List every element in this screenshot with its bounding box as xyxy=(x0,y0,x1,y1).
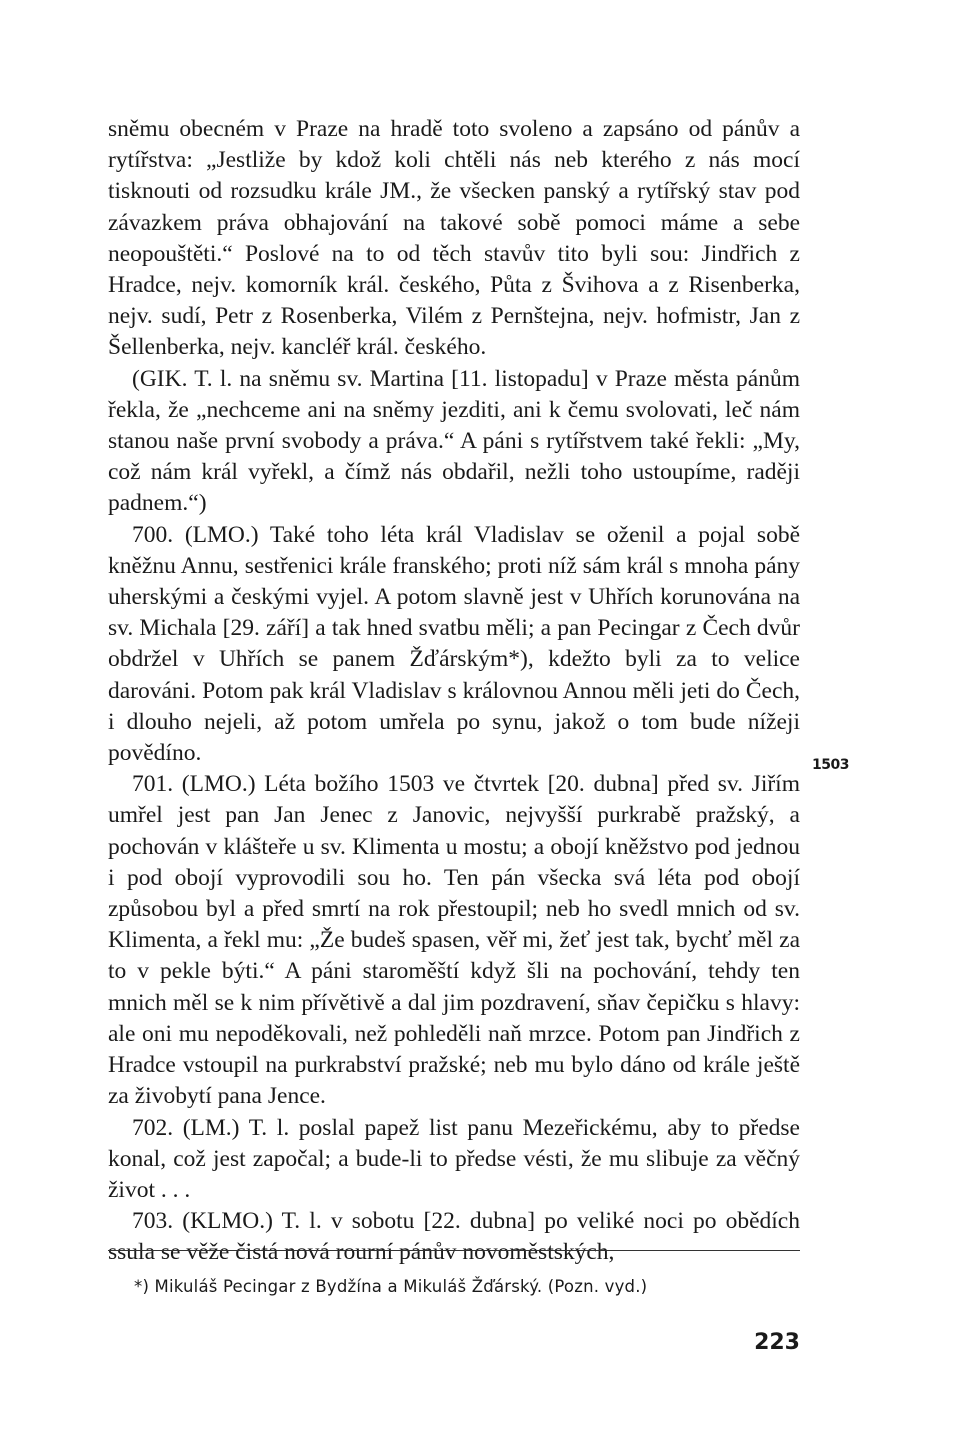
margin-year-note: 1503 xyxy=(812,757,849,773)
body-text xyxy=(108,114,800,1269)
paragraph-702: 702. (LM.) T. l. poslal papež list panu Mezeřickému, aby to předse konal, což jest započal; a bude-li to předse vésti, že mu slibuje za věčný život . . . xyxy=(108,1114,800,1203)
page-number: 223 xyxy=(754,1330,800,1355)
paragraph-701: 701. (LMO.) Léta božího 1503 ve čtvrtek [20. dubna] před sv. Jiřím umřel jest pan Jan Jenec z Janovic, nejvyšší purkrabě pražský, a pochován v klášteře u sv. Klimenta u mostu; a obojí kněžstvo pod jednou i pod obojí vyprovodili sou ho. Ten pán všecka svá léta pod obojí způsobou byl a před smrtí na rok přestoupil; neb ho svedl mnich od sv. Klimenta, a řekl mu: „Že budeš spasen, věř mi, žeť jest tak, bychť měl za to v pekle býti.“ A páni staroměští když šli na pochování, tehdy ten mnich měl se k nim přívětivě a dal jim pozdravení, sňav čepičku s hlavy: ale oni mu nepoděkovali, než pohleděli naň mrzce. Potom pan Jindřich z Hradce vstoupil na purkrabství pražské; neb mu bylo dáno od krále ještě za živobytí pana Jence. xyxy=(108,771,800,1110)
paragraph-703: 703. (KLMO.) T. l. v sobotu [22. dubna] po veliké noci po obědích ssula se věže čistá nová rourní pánův novoměstských, xyxy=(108,1208,800,1266)
paragraph-700: 700. (LMO.) Také toho léta král Vladislav se oženil a pojal sobě kněžnu Annu, sestřenici krále franského; proti níž sám král s mnoha pány uherskými a českými vyjel. A potom slavně jest v Uhřích korunována na sv. Michala [29. září] a tak hned svatbu měli; a pan Pecingar z Čech dvůr obdržel v Uhřích se panem Žďárským*), kdežto byli za to velice darováni. Potom pak král Vladislav s královnou Annou měli jeti do Čech, i dlouho nejeli, až potom umřela po synu, jakož o tom bude nížeji povědíno. xyxy=(108,521,800,767)
footnote: *) Mikuláš Pecingar z Bydžína a Mikuláš Žďárský. (Pozn. vyd.) xyxy=(134,1277,648,1296)
paragraph-continued: sněmu obecném v Praze na hradě toto svoleno a zapsáno od pánův a rytířstva: „Jestliže by kdož koli chtěli nás neb kterého z nás mocí tisknouti od rozsudku krále JM., že všecken panský a rytířský stav pod závazkem práva obhajování na takové sobě pomoci máme a sebe neopouštěti.“ Poslové na to od těch stavův tito byli sou: Jindřich z Hradce, nejv. komorník král. českého, Půta z Švihova a z Risenberka, nejv. sudí, Petr z Rosenberka, Vilém z Pernštejna, nejv. hofmistr, Jan z Šellenberka, nejv. kancléř král. českého. xyxy=(108,116,800,361)
paragraph-gik: (GIK. T. l. na sněmu sv. Martina [11. listopadu] v Praze města pánům řekla, že „nechceme ani na sněmy jezditi, ani k čemu svolovati, leč nám stanou naše první svobody a práva.“ A páni s rytířstvem také řekli: „My, což nám král vyřekl, a čímž nás obdařil, nežli toho ustoupíme, raději padnem.“) xyxy=(108,365,800,517)
footnote-divider xyxy=(108,1250,800,1251)
